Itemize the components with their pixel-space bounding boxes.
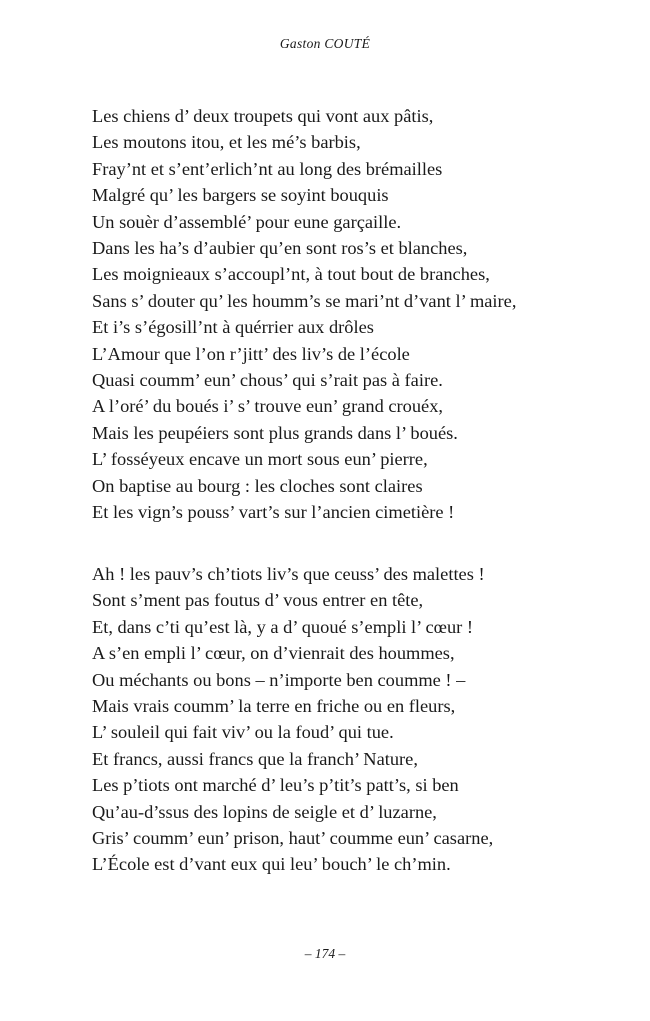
verse-line: Sont s’ment pas foutus d’ vous entrer en tête, — [92, 590, 424, 611]
verse-line: Un souèr d’assemblé’ pour eune garçaille. — [92, 211, 402, 232]
poem-stanza-2 — [92, 561, 493, 878]
verse-line: Les moutons itou, et les mé’s barbis, — [92, 132, 361, 153]
verse-line: A s’en empli l’ cœur, on d’vienrait des hoummes, — [92, 643, 455, 664]
verse-line: Quasi coumm’ eun’ chous’ qui s’rait pas à faire. — [92, 370, 443, 391]
page-number: – 174 – — [304, 946, 346, 961]
verse-line: Ou méchants ou bons – n’importe ben coumme ! – — [92, 669, 466, 690]
verse-line: Et i’s s’égosill’nt à quérrier aux drôles — [92, 317, 374, 338]
verse-line: Dans les ha’s d’aubier qu’en sont ros’s et blanches, — [92, 238, 468, 259]
verse-line: Et les vign’s pouss’ vart’s sur l’ancien cimetière ! — [92, 502, 455, 523]
verse-line: Gris’ coumm’ eun’ prison, haut’ coumme eun’ casarne, — [92, 828, 494, 849]
verse-line: L’ souleil qui fait viv’ ou la foud’ qui tue. — [92, 722, 394, 743]
verse-line: Qu’au-d’ssus des lopins de seigle et d’ luzarne, — [92, 801, 437, 822]
verse-line: A l’oré’ du boués i’ s’ trouve eun’ grand crouéx, — [92, 396, 443, 417]
verse-line: Les moignieaux s’accoupl’nt, à tout bout de branches, — [92, 264, 490, 285]
verse-line: Fray’nt et s’ent’erlich’nt au long des brémailles — [92, 158, 443, 179]
verse-line: L’ fosséyeux encave un mort sous eun’ pierre, — [92, 449, 428, 470]
verse-line: Et, dans c’ti qu’est là, y a d’ quoué s’empli l’ cœur ! — [92, 616, 473, 637]
verse-line: Les p’tiots ont marché d’ leu’s p’tit’s patt’s, si ben — [92, 775, 459, 796]
verse-line: Les chiens d’ deux troupets qui vont aux pâtis, — [92, 106, 434, 126]
verse-line: On baptise au bourg : les cloches sont claires — [92, 475, 423, 496]
verse-line: Mais vrais coumm’ la terre en friche ou en fleurs, — [92, 696, 456, 717]
poem-stanza-1 — [92, 103, 516, 526]
running-header-author: Gaston COUTÉ — [279, 36, 371, 51]
verse-line: Mais les peupéiers sont plus grands dans l’ boués. — [92, 422, 458, 443]
verse-line: Sans s’ douter qu’ les houmm’s se mari’nt d’vant l’ maire, — [92, 290, 517, 311]
verse-line: L’Amour que l’on r’jitt’ des liv’s de l’école — [92, 343, 410, 364]
verse-line: Ah ! les pauv’s ch’tiots liv’s que ceuss’ des malettes ! — [92, 564, 485, 584]
verse-line: Malgré qu’ les bargers se soyint bouquis — [92, 185, 389, 206]
verse-line: Et francs, aussi francs que la franch’ Nature, — [92, 748, 418, 769]
verse-line: L’École est d’vant eux qui leu’ bouch’ le ch’min. — [92, 854, 451, 875]
